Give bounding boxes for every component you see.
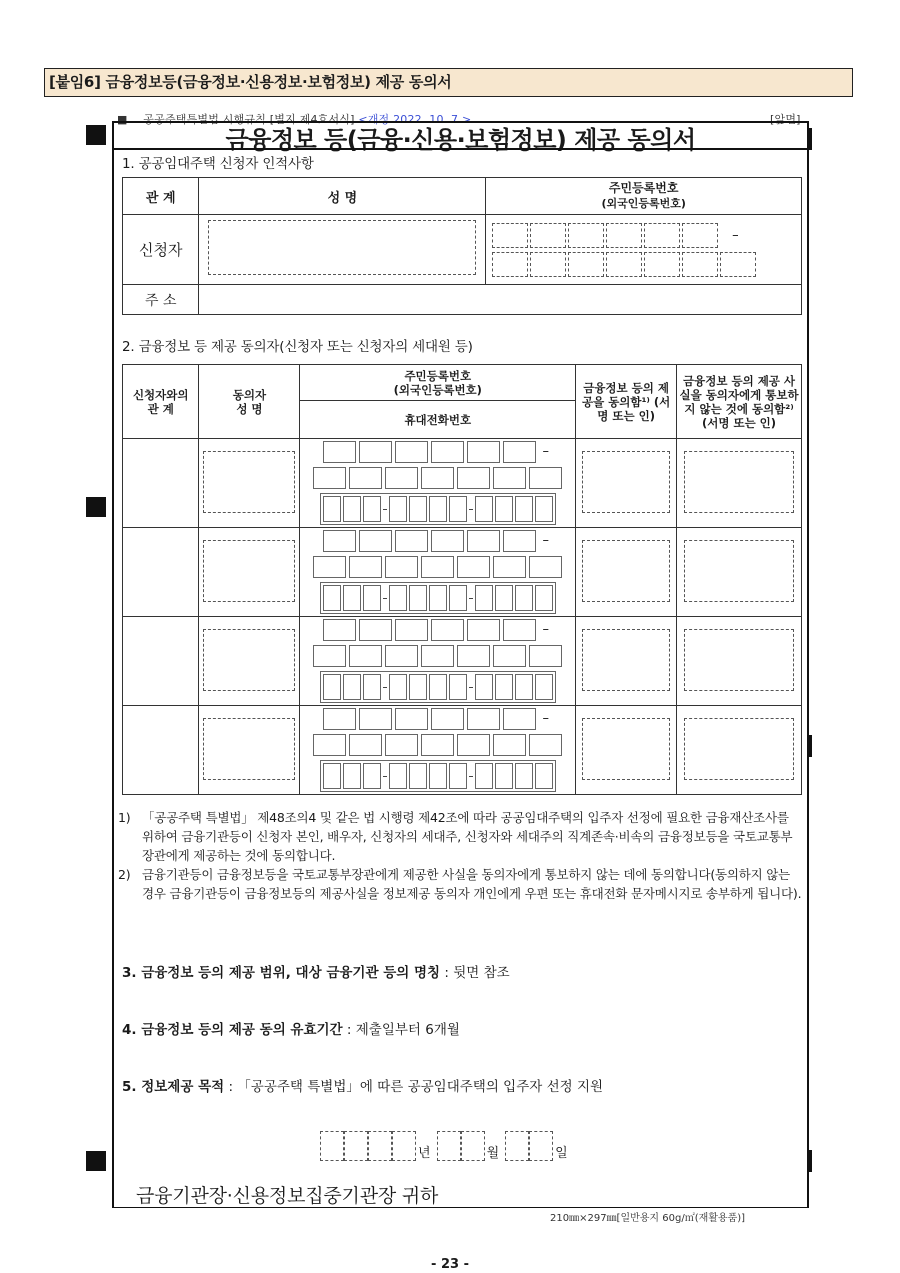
consent1-cell	[576, 528, 677, 617]
attachment-banner: [붙임6] 금융정보등(금융정보·신용정보·보험정보) 제공 동의서	[44, 68, 853, 97]
rrn-digit-box[interactable]	[313, 556, 346, 578]
rrn-digit-box[interactable]	[431, 708, 464, 730]
rrn-digit-box[interactable]	[644, 223, 680, 248]
phone-digit-box[interactable]	[515, 496, 533, 522]
rrn-digit-box[interactable]	[349, 645, 382, 667]
row-applicant: 신청자	[123, 215, 199, 285]
phone-digit-box[interactable]	[363, 763, 381, 789]
phone-digit-box[interactable]	[409, 763, 427, 789]
consenter-row	[123, 706, 802, 795]
item-5-value: : 「공공주택 특별법」에 따른 공공임대주택의 입주자 선정 지원	[228, 1079, 604, 1095]
col-rrn-sublabel: (외국인등록번호)	[601, 197, 686, 210]
consent1-signature-field[interactable]	[582, 718, 670, 780]
phone-digit-box[interactable]	[323, 585, 341, 611]
phone-digit-box[interactable]	[343, 496, 361, 522]
rrn-phone-cell	[300, 617, 576, 706]
item-3-value: : 뒷면 참조	[444, 965, 510, 981]
rrn-digit-box[interactable]	[313, 467, 346, 489]
rrn-digit-box[interactable]	[467, 619, 500, 641]
rrn-digit-box[interactable]	[682, 223, 718, 248]
phone-digit-box[interactable]	[495, 496, 513, 522]
phone-digit-box[interactable]	[475, 763, 493, 789]
rrn-digit-box[interactable]	[457, 734, 490, 756]
phone-separator	[469, 509, 473, 510]
rrn-digit-box[interactable]	[385, 467, 418, 489]
relation-field[interactable]	[123, 528, 199, 617]
rrn-digit-box[interactable]	[467, 530, 500, 552]
rrn-digit-box[interactable]	[457, 556, 490, 578]
rrn-digit-box[interactable]	[313, 734, 346, 756]
consenter-row	[123, 528, 802, 617]
rrn-digit-box[interactable]	[385, 645, 418, 667]
meta-side-label: [앞면]	[770, 113, 801, 126]
rrn-digit-box[interactable]	[529, 467, 562, 489]
applicant-rrn-cell	[486, 215, 802, 285]
day-digit-box[interactable]	[505, 1131, 529, 1161]
meta-revision: <개정 2022. 10. 7.>	[358, 113, 472, 126]
registration-mark	[86, 497, 106, 517]
rrn-digit-box[interactable]	[530, 223, 566, 248]
phone-digit-box[interactable]	[535, 585, 553, 611]
consent1-cell	[576, 706, 677, 795]
rrn-digit-box[interactable]	[431, 619, 464, 641]
consent2-cell	[677, 617, 802, 706]
t2-col-phone: 휴대전화번호	[300, 401, 576, 439]
rrn-digit-box[interactable]	[503, 619, 536, 641]
phone-digit-box[interactable]	[449, 585, 467, 611]
rrn-digit-box[interactable]	[395, 619, 428, 641]
consent2-cell	[677, 439, 802, 528]
name-cell	[199, 706, 300, 795]
registration-mark	[86, 1151, 106, 1171]
rrn-digit-box[interactable]	[421, 556, 454, 578]
rrn-digit-box[interactable]	[492, 252, 528, 277]
date-field	[320, 1131, 568, 1161]
phone-digit-box[interactable]	[535, 496, 553, 522]
rrn-digit-box[interactable]	[323, 619, 356, 641]
footnote-marker: 2)	[118, 867, 131, 882]
page-number: - 23 -	[431, 1257, 469, 1272]
phone-separator	[383, 776, 387, 777]
rrn-digit-box[interactable]	[529, 734, 562, 756]
rrn-digit-box[interactable]	[359, 708, 392, 730]
month-label: 월	[486, 1146, 500, 1161]
rrn-digit-box[interactable]	[313, 645, 346, 667]
month-digit-box[interactable]	[437, 1131, 461, 1161]
rrn-digit-box[interactable]	[457, 467, 490, 489]
phone-digit-box[interactable]	[429, 585, 447, 611]
paper-spec: 210㎜×297㎜[일반용지 60g/㎡(재활용품)]	[550, 1213, 746, 1224]
rrn-digit-box[interactable]	[385, 556, 418, 578]
phone-digit-box[interactable]	[409, 585, 427, 611]
rrn-digit-box[interactable]	[492, 223, 528, 248]
rrn-digit-box[interactable]	[359, 441, 392, 463]
t2-col-rrn-sublabel: (외국인등록번호)	[393, 382, 482, 397]
form-title: 금융정보 등(금융·신용·보험정보) 제공 동의서	[225, 126, 696, 154]
phone-digit-box[interactable]	[409, 496, 427, 522]
rrn-digit-box[interactable]	[431, 441, 464, 463]
year-digit-box[interactable]	[368, 1131, 392, 1161]
rrn-digit-box[interactable]	[503, 530, 536, 552]
footnote-text: 금융기관등이 금융정보등을 국토교통부장관에게 제공한 사실을 동의자에게 통보하지 않는 데에 동의합니다(동의하지 않는 경우 금융기관등이 금융정보등의 제공사실을 정보제공 동의자 개인에게 우편 또는 휴대전화 문자메시지로 송부하게 됩니다).	[142, 867, 802, 901]
rrn-phone-cell	[300, 528, 576, 617]
rrn-digit-box[interactable]	[682, 252, 718, 277]
consenter-table	[122, 364, 802, 795]
t2-col-name: 동의자 성 명	[199, 365, 300, 439]
rrn-digit-box[interactable]	[568, 223, 604, 248]
rrn-digit-box[interactable]	[529, 556, 562, 578]
phone-digit-box[interactable]	[389, 674, 407, 700]
rrn-digit-box[interactable]	[395, 530, 428, 552]
phone-digit-box[interactable]	[475, 496, 493, 522]
item-3-label: 3. 금융정보 등의 제공 범위, 대상 금융기관 등의 명칭	[122, 965, 441, 981]
rrn-phone-cell	[300, 706, 576, 795]
phone-digit-box[interactable]	[323, 763, 341, 789]
phone-digit-box[interactable]	[475, 674, 493, 700]
month-digit-box[interactable]	[461, 1131, 485, 1161]
year-digit-box[interactable]	[344, 1131, 368, 1161]
phone-separator	[469, 776, 473, 777]
consenter-row	[123, 617, 802, 706]
phone-digit-box[interactable]	[429, 496, 447, 522]
phone-digit-box[interactable]	[535, 674, 553, 700]
rrn-dash: –	[542, 444, 550, 459]
consent2-cell	[677, 528, 802, 617]
phone-digit-box[interactable]	[535, 763, 553, 789]
item-5-label: 5. 정보제공 목적	[122, 1079, 225, 1095]
item-4	[122, 1018, 460, 1038]
consent1-cell	[576, 439, 677, 528]
phone-digit-box[interactable]	[495, 763, 513, 789]
consent2-signature-field[interactable]	[684, 540, 794, 602]
consenter-row	[123, 439, 802, 528]
consent-form	[112, 121, 809, 1208]
relation-field[interactable]	[123, 439, 199, 528]
consent1-signature-field[interactable]	[582, 451, 670, 513]
rrn-digit-box[interactable]	[467, 441, 500, 463]
rrn-dash: –	[542, 711, 550, 726]
phone-number-field	[320, 493, 556, 525]
t2-col-rrn	[300, 365, 576, 401]
year-digit-box[interactable]	[320, 1131, 344, 1161]
rrn-digit-box[interactable]	[644, 252, 680, 277]
phone-digit-box[interactable]	[363, 674, 381, 700]
phone-separator	[469, 687, 473, 688]
footnote-1	[118, 808, 804, 865]
consent1-signature-field[interactable]	[582, 540, 670, 602]
phone-digit-box[interactable]	[323, 496, 341, 522]
year-label: 년	[418, 1146, 431, 1161]
rrn-digit-box[interactable]	[421, 645, 454, 667]
day-label: 일	[555, 1146, 568, 1161]
rrn-digit-box[interactable]	[493, 556, 526, 578]
rrn-digit-box[interactable]	[606, 223, 642, 248]
phone-separator	[383, 509, 387, 510]
rrn-digit-box[interactable]	[323, 708, 356, 730]
rrn-digit-box[interactable]	[568, 252, 604, 277]
rrn-digit-box[interactable]	[457, 645, 490, 667]
t2-col-rrn-label: 주민등록번호	[404, 368, 472, 383]
applicant-table	[122, 177, 802, 315]
item-5	[122, 1075, 603, 1095]
consent2-signature-field[interactable]	[684, 629, 794, 691]
rrn-digit-box[interactable]	[493, 467, 526, 489]
phone-digit-box[interactable]	[449, 496, 467, 522]
rrn-digit-box[interactable]	[467, 708, 500, 730]
section-1-heading: 1. 공공임대주택 신청자 인적사항	[122, 156, 314, 172]
phone-digit-box[interactable]	[495, 674, 513, 700]
phone-separator	[383, 687, 387, 688]
rrn-digit-box[interactable]	[529, 645, 562, 667]
relation-field[interactable]	[123, 617, 199, 706]
rrn-digit-box[interactable]	[323, 441, 356, 463]
rrn-digit-box[interactable]	[530, 252, 566, 277]
t2-col-consent2: 금융정보 등의 제공 사실을 동의자에게 통보하지 않는 것에 동의함²⁾ (서명 또는 인)	[677, 365, 802, 439]
phone-number-field	[320, 671, 556, 703]
phone-number-field	[320, 760, 556, 792]
rrn-dash: –	[542, 622, 550, 637]
rrn-digit-box[interactable]	[493, 734, 526, 756]
phone-digit-box[interactable]	[449, 763, 467, 789]
address-field[interactable]	[199, 285, 802, 315]
row-address: 주 소	[123, 285, 199, 315]
phone-digit-box[interactable]	[409, 674, 427, 700]
rrn-digit-box[interactable]	[359, 530, 392, 552]
rrn-phone-cell	[300, 439, 576, 528]
rrn-digit-box[interactable]	[349, 556, 382, 578]
phone-digit-box[interactable]	[363, 496, 381, 522]
col-relation: 관 계	[123, 178, 199, 215]
phone-digit-box[interactable]	[389, 585, 407, 611]
recipient: 금융기관장·신용정보집중기관장 귀하	[136, 1185, 439, 1207]
rrn-digit-box[interactable]	[349, 467, 382, 489]
meta-rule: 공공주택특별법 시행규칙 [별지 제4호서식]	[143, 113, 355, 126]
name-cell	[199, 528, 300, 617]
phone-digit-box[interactable]	[429, 763, 447, 789]
col-rrn-label: 주민등록번호	[608, 181, 679, 195]
phone-digit-box[interactable]	[475, 585, 493, 611]
name-cell	[199, 439, 300, 528]
phone-digit-box[interactable]	[515, 674, 533, 700]
item-3	[122, 961, 510, 981]
rrn-digit-box[interactable]	[606, 252, 642, 277]
footnote-marker: 1)	[118, 810, 131, 825]
day-digit-box[interactable]	[529, 1131, 553, 1161]
phone-digit-box[interactable]	[515, 763, 533, 789]
rrn-digit-box[interactable]	[323, 530, 356, 552]
col-rrn	[486, 178, 802, 215]
phone-digit-box[interactable]	[343, 674, 361, 700]
consenter-name-field[interactable]	[203, 540, 295, 602]
registration-mark	[86, 125, 106, 145]
phone-digit-box[interactable]	[343, 585, 361, 611]
phone-digit-box[interactable]	[343, 763, 361, 789]
col-name: 성 명	[199, 178, 486, 215]
rrn-digit-box[interactable]	[421, 467, 454, 489]
phone-digit-box[interactable]	[389, 763, 407, 789]
rrn-digit-box[interactable]	[395, 708, 428, 730]
consent1-signature-field[interactable]	[582, 629, 670, 691]
footnote-2	[118, 865, 804, 903]
consenter-name-field[interactable]	[203, 629, 295, 691]
rrn-dash: –	[732, 227, 739, 243]
footnote-text: 「공공주택 특별법」 제48조의4 및 같은 법 시행령 제42조에 따라 공공임대주택의 입주자 선정에 필요한 금융재산조사를 위하여 금융기관등이 신청자 본인, 배우자, 신청자의 세대주, 신청자와 세대주의 직계존속·비속의 금융정보등을 국토교통부장관에게 제공하는 것에 동의합니다.	[142, 810, 793, 863]
consent1-cell	[576, 617, 677, 706]
t2-col-consent1: 금융정보 등의 제공을 동의함¹⁾ (서명 또는 인)	[576, 365, 677, 439]
phone-digit-box[interactable]	[495, 585, 513, 611]
rrn-digit-box[interactable]	[503, 708, 536, 730]
consent2-cell	[677, 706, 802, 795]
phone-separator	[469, 598, 473, 599]
rrn-digit-box[interactable]	[395, 441, 428, 463]
rrn-dash: –	[542, 533, 550, 548]
year-digit-box[interactable]	[392, 1131, 416, 1161]
rrn-digit-box[interactable]	[359, 619, 392, 641]
applicant-name-field[interactable]	[208, 220, 476, 275]
phone-digit-box[interactable]	[323, 674, 341, 700]
applicant-name-cell	[199, 215, 486, 285]
rrn-digit-box[interactable]	[421, 734, 454, 756]
phone-digit-box[interactable]	[389, 496, 407, 522]
consent2-signature-field[interactable]	[684, 451, 794, 513]
relation-field[interactable]	[123, 706, 199, 795]
rrn-digit-box[interactable]	[385, 734, 418, 756]
t2-col-relation: 신청자와의 관 계	[123, 365, 199, 439]
consenter-name-field[interactable]	[203, 451, 295, 513]
rrn-digit-box[interactable]	[349, 734, 382, 756]
phone-number-field	[320, 582, 556, 614]
phone-digit-box[interactable]	[363, 585, 381, 611]
title-divider	[112, 148, 809, 150]
name-cell	[199, 617, 300, 706]
item-4-label: 4. 금융정보 등의 제공 동의 유효기간	[122, 1022, 343, 1038]
item-4-value: : 제출일부터 6개월	[346, 1022, 460, 1038]
consent2-signature-field[interactable]	[684, 718, 794, 780]
footnotes	[118, 808, 804, 903]
rrn-digit-box[interactable]	[503, 441, 536, 463]
rrn-digit-box[interactable]	[720, 252, 756, 277]
rrn-digit-box[interactable]	[493, 645, 526, 667]
rrn-digit-box[interactable]	[431, 530, 464, 552]
phone-digit-box[interactable]	[515, 585, 533, 611]
section-2-heading: 2. 금융정보 등 제공 동의자(신청자 또는 신청자의 세대원 등)	[122, 339, 473, 355]
phone-digit-box[interactable]	[449, 674, 467, 700]
phone-separator	[383, 598, 387, 599]
phone-digit-box[interactable]	[429, 674, 447, 700]
consenter-name-field[interactable]	[203, 718, 295, 780]
meta-marker: ■	[117, 113, 128, 126]
